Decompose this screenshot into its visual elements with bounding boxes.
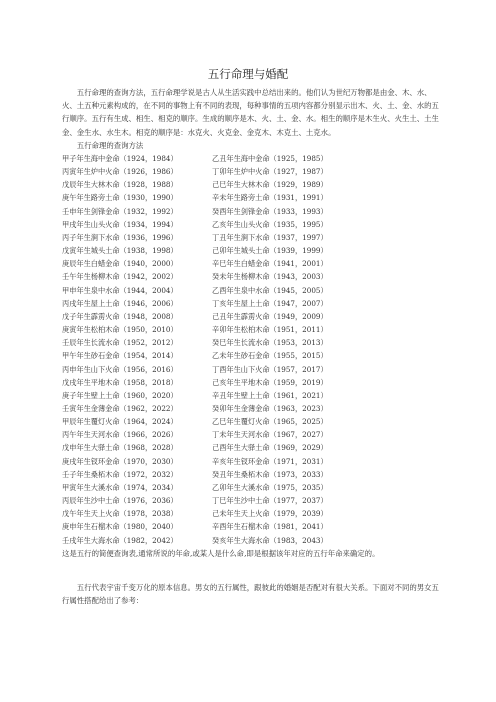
- year-entry-left: 丙申年生山下火命（1956，2016）: [62, 364, 178, 374]
- year-entry-left: 壬寅年生金薄金命（1962，2022）: [62, 403, 178, 413]
- year-entry-right: 辛卯年生松柏木命（1951，2011）: [212, 325, 328, 335]
- year-entry-left: 丙午年生天河水命（1966，2026）: [62, 430, 178, 440]
- year-entry-right: 癸未年生杨柳木命（1943，2003）: [212, 272, 328, 282]
- table-row: [62, 376, 442, 389]
- table-row: [62, 323, 442, 336]
- table-row: [62, 402, 442, 415]
- table-row: [62, 244, 442, 257]
- table-row: [62, 165, 442, 178]
- table-row: [62, 507, 442, 520]
- year-entry-right: 己亥年生平地木命（1959，2019）: [212, 377, 328, 387]
- table-row: [62, 205, 442, 218]
- year-entry-left: 甲午年生砂石金命（1954，2014）: [62, 351, 178, 361]
- document-body: [62, 86, 442, 607]
- year-entry-right: 乙酉年生泉中水命（1945，2005）: [212, 285, 328, 295]
- year-entry-left: 庚寅年生松柏木命（1950，2010）: [62, 325, 178, 335]
- year-entry-left: 戊申年生大驿土命（1968，2028）: [62, 443, 178, 453]
- year-entry-right: 己酉年生大驿土命（1969，2029）: [212, 443, 328, 453]
- paragraph-gap: [62, 560, 442, 581]
- year-entry-left: 庚戌年生钗环金命（1970，2030）: [62, 456, 178, 466]
- year-entry-left: 壬午年生杨柳木命（1942，2002）: [62, 272, 178, 282]
- year-entry-right: 乙卯年生大溪水命（1975，2035）: [212, 482, 328, 492]
- table-row: [62, 468, 442, 481]
- year-entry-right: 丁酉年生山下火命（1957，2017）: [212, 364, 328, 374]
- year-entry-right: 丁卯年生炉中火命（1927，1987）: [212, 167, 328, 177]
- table-row: [62, 363, 442, 376]
- year-entry-left: 庚子年生壁上土命（1960，2020）: [62, 390, 178, 400]
- table-row: [62, 257, 442, 270]
- year-entry-left: 丙辰年生沙中土命（1976，2036）: [62, 496, 178, 506]
- year-entry-right: 癸卯年生金薄金命（1963，2023）: [212, 403, 328, 413]
- page-title: 五行命理与婚配: [207, 67, 289, 81]
- table-row: [62, 218, 442, 231]
- table-row: [62, 191, 442, 204]
- intro-paragraph: 五行命理的查询方法，五行命理学说是古人从生活实践中总结出来的。他们认为世纪万物都是由金、木、水、火、土五种元素构成的，在不同的事物上有不同的表现，每种事情的五项内容都分别显示出木、火、土、金、水的五行顺序。五行有生成、相生、相克的顺序。生成的顺序是木、火、土、金、水。相生的顺序是木生火、火生土、土生金、金生水、水生木。相克的顺序是：水克火、火克金、金克木、木克土、土克水。: [62, 88, 439, 137]
- year-entry-left: 丙寅年生炉中火命（1926，1986）: [62, 167, 178, 177]
- year-entry-right: 乙亥年生山头火命（1935，1995）: [212, 219, 328, 229]
- year-entry-left: 壬子年生桑柘木命（1972，2032）: [62, 469, 178, 479]
- year-entry-right: 癸丑年生桑柘木命（1973，2033）: [212, 469, 328, 479]
- year-entry-left: 甲申年生泉中水命（1944，2004）: [62, 285, 178, 295]
- year-entry-left: 丙子年生涧下水命（1936，1996）: [62, 232, 178, 242]
- table-row: [62, 389, 442, 402]
- year-entry-right: 癸亥年生大海水命（1983，2043）: [212, 535, 328, 545]
- list-heading: 五行命理的查询方法: [76, 140, 144, 150]
- table-row: [62, 494, 442, 507]
- table-row: [62, 231, 442, 244]
- year-entry-right: 辛亥年生钗环金命（1971，2031）: [212, 456, 328, 466]
- year-entry-right: 癸巳年生长流水命（1953，2013）: [212, 338, 328, 348]
- table-row: [62, 415, 442, 428]
- year-entry-right: 己未年生天上火命（1979，2039）: [212, 509, 328, 519]
- table-row: [62, 178, 442, 191]
- year-entry-left: 壬戌年生大海水命（1982，2042）: [62, 535, 178, 545]
- year-entry-left: 戊辰年生大林木命（1928，1988）: [62, 180, 178, 190]
- year-entry-left: 丙戌年生屋上土命（1946，2006）: [62, 298, 178, 308]
- table-row: [62, 284, 442, 297]
- table-row: [62, 534, 442, 547]
- year-entry-right: 辛酉年生石榴木命（1981，2041）: [212, 522, 328, 532]
- wuxing-year-table: [62, 152, 442, 547]
- table-row: [62, 310, 442, 323]
- year-entry-left: 庚午年生路旁土命（1930，1990）: [62, 193, 178, 203]
- note-paragraph: 这是五行的简便查询表,通常所说的年命,或某人是什么命,即是根据该年对应的五行年命来确定的。: [62, 548, 380, 558]
- year-entry-left: 戊寅年生城头土命（1938，1998）: [62, 246, 178, 256]
- year-entry-left: 戊子年生霹雳火命（1948，2008）: [62, 311, 178, 321]
- year-entry-right: 己丑年生霹雳火命（1949，2009）: [212, 311, 328, 321]
- table-row: [62, 520, 442, 533]
- year-entry-right: 癸酉年生剑锋金命（1933，1993）: [212, 206, 328, 216]
- year-entry-left: 庚申年生石榴木命（1980，2040）: [62, 522, 178, 532]
- table-row: [62, 441, 442, 454]
- table-row: [62, 336, 442, 349]
- year-entry-right: 己卯年生城头土命（1939，1999）: [212, 246, 328, 256]
- closing-paragraph: 五行代表宇宙千变万化的原本信息。男女的五行属性，跟彼此的婚姻是否配对有很大关系。下面对不同的男女五行属性搭配给出了参考：: [62, 582, 439, 606]
- year-entry-left: 甲子年生海中金命（1924，1984）: [62, 154, 178, 164]
- year-entry-left: 甲戌年生山头火命（1934，1994）: [62, 219, 178, 229]
- table-row: [62, 428, 442, 441]
- table-row: [62, 270, 442, 283]
- year-entry-right: 辛未年生路旁土命（1931，1991）: [212, 193, 328, 203]
- year-entry-left: 壬申年生剑锋金命（1932，1992）: [62, 206, 178, 216]
- year-entry-right: 丁亥年生屋上土命（1947，2007）: [212, 298, 328, 308]
- table-row: [62, 481, 442, 494]
- year-entry-left: 戊午年生天上火命（1978，2038）: [62, 509, 178, 519]
- year-entry-right: 乙未年生砂石金命（1955，2015）: [212, 351, 328, 361]
- year-entry-right: 己巳年生大林木命（1929，1989）: [212, 180, 328, 190]
- table-row: [62, 297, 442, 310]
- year-entry-left: 戊戌年生平地木命（1958，2018）: [62, 377, 178, 387]
- year-entry-right: 乙巳年生覆灯火命（1965，2025）: [212, 417, 328, 427]
- table-row: [62, 455, 442, 468]
- table-row: [62, 349, 442, 362]
- year-entry-right: 辛丑年生壁上土命（1961，2021）: [212, 390, 328, 400]
- year-entry-left: 壬辰年生长流水命（1952，2012）: [62, 338, 178, 348]
- year-entry-right: 乙丑年生海中金命（1925，1985）: [212, 154, 328, 164]
- year-entry-left: 庚辰年生白蜡金命（1940，2000）: [62, 259, 178, 269]
- year-entry-right: 丁丑年生涧下水命（1937，1997）: [212, 232, 328, 242]
- year-entry-right: 丁巳年生沙中土命（1977，2037）: [212, 496, 328, 506]
- year-entry-left: 甲寅年生大溪水命（1974，2034）: [62, 482, 178, 492]
- year-entry-left: 甲辰年生覆灯火命（1964，2024）: [62, 417, 178, 427]
- year-entry-right: 丁未年生天河水命（1967，2027）: [212, 430, 328, 440]
- table-row: [62, 152, 442, 165]
- year-entry-right: 辛巳年生白蜡金命（1941，2001）: [212, 259, 328, 269]
